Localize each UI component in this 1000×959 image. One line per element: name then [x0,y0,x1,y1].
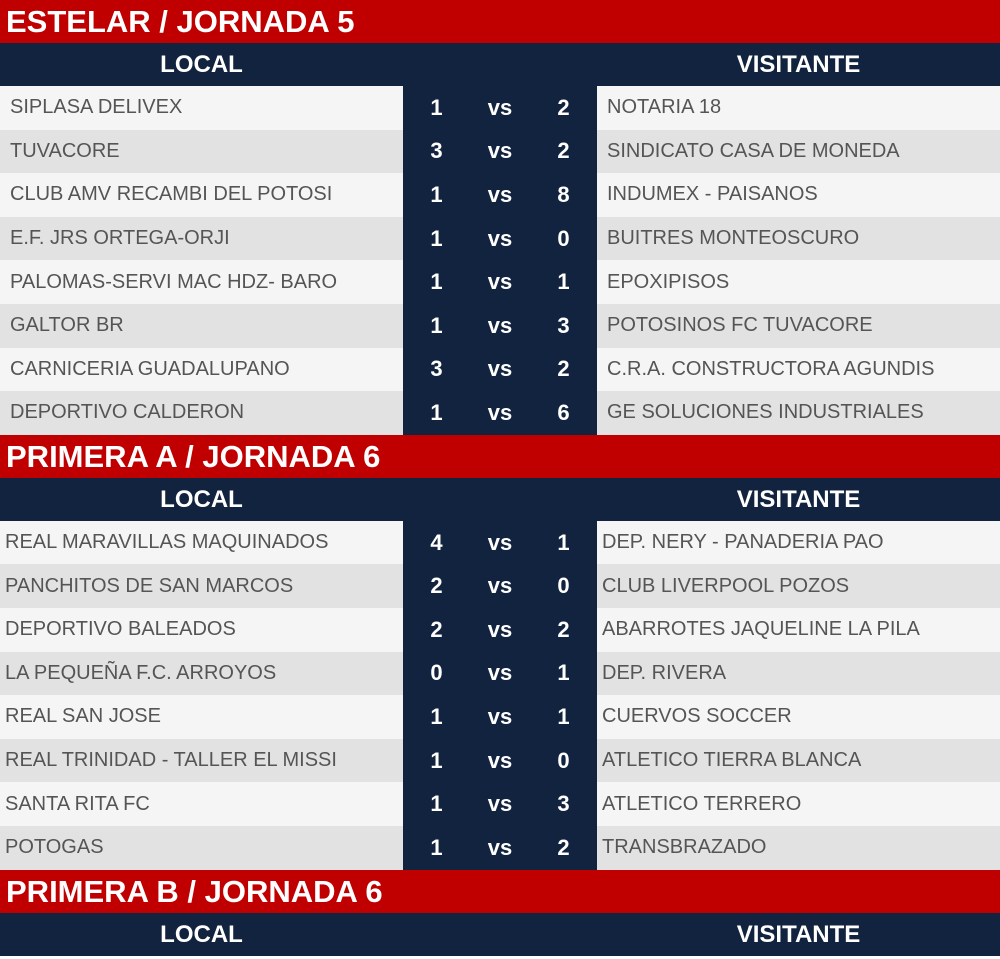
away-team: CLUB LIVERPOOL POZOS [597,564,1000,608]
match-row [0,86,1000,130]
home-team: DEPORTIVO BALEADOS [0,608,403,652]
vs-label: vs [487,573,513,599]
score-box [403,260,597,304]
visitante-header: VISITANTE [736,485,861,513]
header-spacer [403,913,597,956]
match-row [0,608,1000,652]
score-box [403,695,597,739]
home-score: 4 [430,529,443,555]
home-team: SIPLASA DELIVEX [0,86,403,130]
match-row [0,652,1000,696]
vs-label: vs [487,616,513,642]
score-box [403,348,597,392]
score-box [403,826,597,870]
home-score: 1 [430,834,443,860]
score-box [403,391,597,435]
section-2 [0,435,1000,870]
away-score: 1 [557,269,570,295]
section-title: PRIMERA A / JORNADA 6 [0,435,1000,478]
home-score: 1 [430,181,443,207]
away-score: 2 [557,834,570,860]
score-box [403,304,597,348]
header-spacer [403,43,597,86]
away-score: 2 [557,356,570,382]
away-team: CUERVOS SOCCER [597,695,1000,739]
home-team: LA PEQUEÑA F.C. ARROYOS [0,652,403,696]
section-title: PRIMERA B / JORNADA 6 [0,870,1000,913]
home-score: 1 [430,791,443,817]
match-row [0,348,1000,392]
home-score: 1 [430,269,443,295]
home-score: 2 [430,616,443,642]
column-header-row [0,43,1000,86]
away-score: 2 [557,138,570,164]
score-box [403,86,597,130]
home-score: 3 [430,356,443,382]
home-team: PALOMAS-SERVI MAC HDZ- BARO [0,260,403,304]
home-team: REAL SAN JOSE [0,695,403,739]
match-row [0,173,1000,217]
local-header: LOCAL [160,51,243,78]
match-row [0,130,1000,174]
home-score: 2 [430,573,443,599]
home-team: REAL TRINIDAD - TALLER EL MISSI [0,739,403,783]
away-team: BUITRES MONTEOSCURO [597,217,1000,261]
score-box [403,217,597,261]
score-box [403,521,597,565]
vs-label: vs [487,225,513,251]
away-score: 3 [557,791,570,817]
home-team: GALTOR BR [0,304,403,348]
match-row [0,304,1000,348]
score-box [403,608,597,652]
away-score: 0 [557,225,570,251]
vs-label: vs [487,269,513,295]
away-team: ABARROTES JAQUELINE LA PILA [597,608,1000,652]
vs-label: vs [487,747,513,773]
score-box [403,564,597,608]
column-header-row [0,913,1000,956]
home-score: 1 [430,225,443,251]
vs-label: vs [487,181,513,207]
vs-label: vs [487,703,513,729]
home-team: DEPORTIVO CALDERON [0,391,403,435]
away-score: 8 [557,181,570,207]
match-row [0,521,1000,565]
home-score: 1 [430,312,443,338]
home-score: 0 [430,660,443,686]
match-row [0,217,1000,261]
away-team: TRANSBRAZADO [597,826,1000,870]
away-score: 0 [557,573,570,599]
vs-label: vs [487,660,513,686]
header-spacer [403,478,597,521]
home-team: E.F. JRS ORTEGA-ORJI [0,217,403,261]
column-header-row [0,478,1000,521]
away-team: ATLETICO TERRERO [597,782,1000,826]
local-header: LOCAL [160,920,243,948]
match-row [0,695,1000,739]
home-team: SANTA RITA FC [0,782,403,826]
score-box [403,782,597,826]
score-box [403,652,597,696]
home-score: 3 [430,138,443,164]
vs-label: vs [487,138,513,164]
away-score: 3 [557,312,570,338]
vs-label: vs [487,529,513,555]
score-box [403,130,597,174]
away-team: SINDICATO CASA DE MONEDA [597,130,1000,174]
away-score: 2 [557,94,570,120]
match-row [0,260,1000,304]
match-row [0,564,1000,608]
score-box [403,739,597,783]
home-score: 1 [430,94,443,120]
away-score: 2 [557,616,570,642]
away-score: 1 [557,529,570,555]
home-team: TUVACORE [0,130,403,174]
away-team: ATLETICO TIERRA BLANCA [597,739,1000,783]
away-team: C.R.A. CONSTRUCTORA AGUNDIS [597,348,1000,392]
away-team: EPOXIPISOS [597,260,1000,304]
away-team: DEP. RIVERA [597,652,1000,696]
away-team: GE SOLUCIONES INDUSTRIALES [597,391,1000,435]
away-score: 1 [557,660,570,686]
vs-label: vs [487,791,513,817]
home-team: REAL MARAVILLAS MAQUINADOS [0,521,403,565]
match-row [0,826,1000,870]
match-row [0,391,1000,435]
away-score: 1 [557,703,570,729]
visitante-header: VISITANTE [736,51,861,78]
home-team: CARNICERIA GUADALUPANO [0,348,403,392]
away-team: INDUMEX - PAISANOS [597,173,1000,217]
away-team: POTOSINOS FC TUVACORE [597,304,1000,348]
section-title: ESTELAR / JORNADA 5 [0,0,1000,43]
home-score: 1 [430,703,443,729]
vs-label: vs [487,94,513,120]
vs-label: vs [487,356,513,382]
vs-label: vs [487,834,513,860]
section-1 [0,0,1000,435]
home-team: POTOGAS [0,826,403,870]
home-team: PANCHITOS DE SAN MARCOS [0,564,403,608]
visitante-header: VISITANTE [736,920,861,948]
vs-label: vs [487,312,513,338]
away-team: DEP. NERY - PANADERIA PAO [597,521,1000,565]
away-team: NOTARIA 18 [597,86,1000,130]
score-box [403,173,597,217]
section-3 [0,870,1000,956]
home-team: CLUB AMV RECAMBI DEL POTOSI [0,173,403,217]
match-row [0,739,1000,783]
vs-label: vs [487,399,513,425]
away-score: 0 [557,747,570,773]
away-score: 6 [557,399,570,425]
home-score: 1 [430,399,443,425]
local-header: LOCAL [160,485,243,513]
match-row [0,782,1000,826]
home-score: 1 [430,747,443,773]
